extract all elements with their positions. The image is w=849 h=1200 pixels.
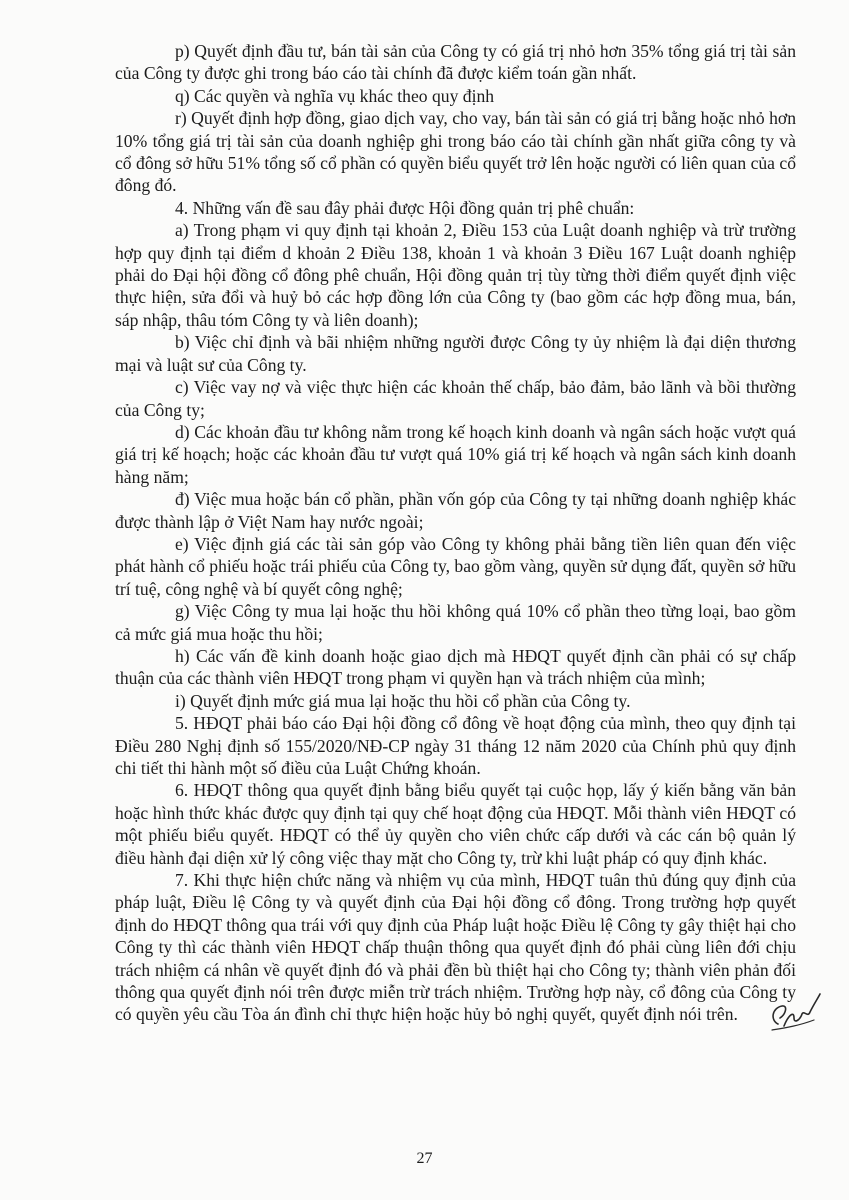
paragraph-4a: a) Trong phạm vi quy định tại khoản 2, Điều 153 của Luật doanh nghiệp và trừ trường hợp quy định tại điểm d khoản 2 Điều 138, khoản 1 và khoản 3 Điều 167 Luật doanh nghiệp phải do Đại hội đồng cổ đông phê chuẩn, Hội đồng quản trị tùy từng thời điểm quyết định việc thực hiện, sửa đổi và huỷ bỏ các hợp đồng lớn của Công ty (bao gồm các hợp đồng mua, bán, sáp nhập, thâu tóm Công ty và liên doanh); xyxy=(115,220,796,330)
paragraph-4e: e) Việc định giá các tài sản góp vào Công ty không phải bằng tiền liên quan đến việc phát hành cổ phiếu hoặc trái phiếu của Công ty, bao gồm vàng, quyền sử dụng đất, quyền sở hữu trí tuệ, công nghệ và bí quyết công nghệ; xyxy=(115,533,796,599)
paragraph-4h: h) Các vấn đề kinh doanh hoặc giao dịch mà HĐQT quyết định cần phải có sự chấp thuận của các thành viên HĐQT trong phạm vi quyền hạn và trách nhiệm của mình; xyxy=(115,645,796,689)
paragraph-4b: b) Việc chỉ định và bãi nhiệm những người được Công ty ủy nhiệm là đại diện thương mại và luật sư của Công ty. xyxy=(115,332,796,375)
paragraph-r: r) Quyết định hợp đồng, giao dịch vay, cho vay, bán tài sản có giá trị bằng hoặc nhỏ hơn 10% tổng giá trị tài sản của doanh nghiệp ghi trong báo cáo tài chính gần nhất giữa công ty và cổ đông sở hữu 51% tổng số cổ phần có quyền biểu quyết trở lên hoặc người có liên quan của cổ đông đó. xyxy=(115,108,796,196)
paragraph-section-5: 5. HĐQT phải báo cáo Đại hội đồng cổ đông về hoạt động của mình, theo quy định tại Điều 280 Nghị định số 155/2020/NĐ-CP ngày 31 tháng 12 năm 2020 của Chính phủ quy định chi tiết thi hành một số điều của Luật Chứng khoán. xyxy=(115,713,796,778)
paragraph-section-6: 6. HĐQT thông qua quyết định bằng biểu quyết tại cuộc họp, lấy ý kiến bằng văn bản hoặc hình thức khác được quy định tại quy chế hoạt động của HĐQT. Mỗi thành viên HĐQT có một phiếu biểu quyết. HĐQT có thể ủy quyền cho viên chức cấp dưới và các cán bộ quản lý điều hành đại diện xử lý công việc thay mặt cho Công ty, trừ khi luật pháp có quy định khác. xyxy=(115,780,796,868)
paragraph-4dd: đ) Việc mua hoặc bán cổ phần, phần vốn góp của Công ty tại những doanh nghiệp khác được thành lập ở Việt Nam hay nước ngoài; xyxy=(115,489,796,532)
paragraph-4g: g) Việc Công ty mua lại hoặc thu hồi không quá 10% cổ phần theo từng loại, bao gồm cả mức giá mua hoặc thu hồi; xyxy=(115,601,796,644)
page-number: 27 xyxy=(416,1150,433,1167)
paragraph-q: q) Các quyền và nghĩa vụ khác theo quy định xyxy=(175,85,495,106)
paragraph-section-7: 7. Khi thực hiện chức năng và nhiệm vụ của mình, HĐQT tuân thủ đúng quy định của pháp luật, Điều lệ Công ty và quyết định của Đại hội đồng cổ đông. Trong trường hợp quyết định do HĐQT thông qua trái với quy định của Pháp luật hoặc Điều lệ Công ty gây thiệt hại cho Công ty thì các thành viên HĐQT chấp thuận thông qua quyết định đó phải cùng liên đới chịu trách nhiệm cá nhân về quyết định đó và phải đền bù thiệt hại cho Công ty; thành viên phản đối thông qua quyết định nói trên được miễn trừ trách nhiệm. Trường hợp này, cổ đông của Công ty có quyền yêu cầu Tòa án đình chỉ thực hiện hoặc hủy bỏ nghị quyết, quyết định nói trên. xyxy=(115,870,796,1025)
paragraph-4i: i) Quyết định mức giá mua lại hoặc thu hồi cổ phần của Công ty. xyxy=(175,690,631,711)
last-paragraph-wrapper xyxy=(115,869,796,1026)
document-body xyxy=(115,40,796,1026)
paragraph-section-4: 4. Những vấn đề sau đây phải được Hội đồng quản trị phê chuẩn: xyxy=(175,197,635,218)
handwritten-initials-icon xyxy=(764,990,822,1038)
paragraph-4c: c) Việc vay nợ và việc thực hiện các khoản thế chấp, bảo đảm, bảo lãnh và bồi thường của Công ty; xyxy=(115,377,796,420)
paragraph-p: p) Quyết định đầu tư, bán tài sản của Công ty có giá trị nhỏ hơn 35% tổng giá trị tài sản của Công ty được ghi trong báo cáo tài chính đã được kiểm toán gần nhất. xyxy=(115,41,796,84)
paragraph-4d: d) Các khoản đầu tư không nằm trong kế hoạch kinh doanh và ngân sách hoặc vượt quá giá trị kế hoạch; hoặc các khoản đầu tư vượt quá 10% giá trị kế hoạch và ngân sách kinh doanh hàng năm; xyxy=(115,421,796,487)
